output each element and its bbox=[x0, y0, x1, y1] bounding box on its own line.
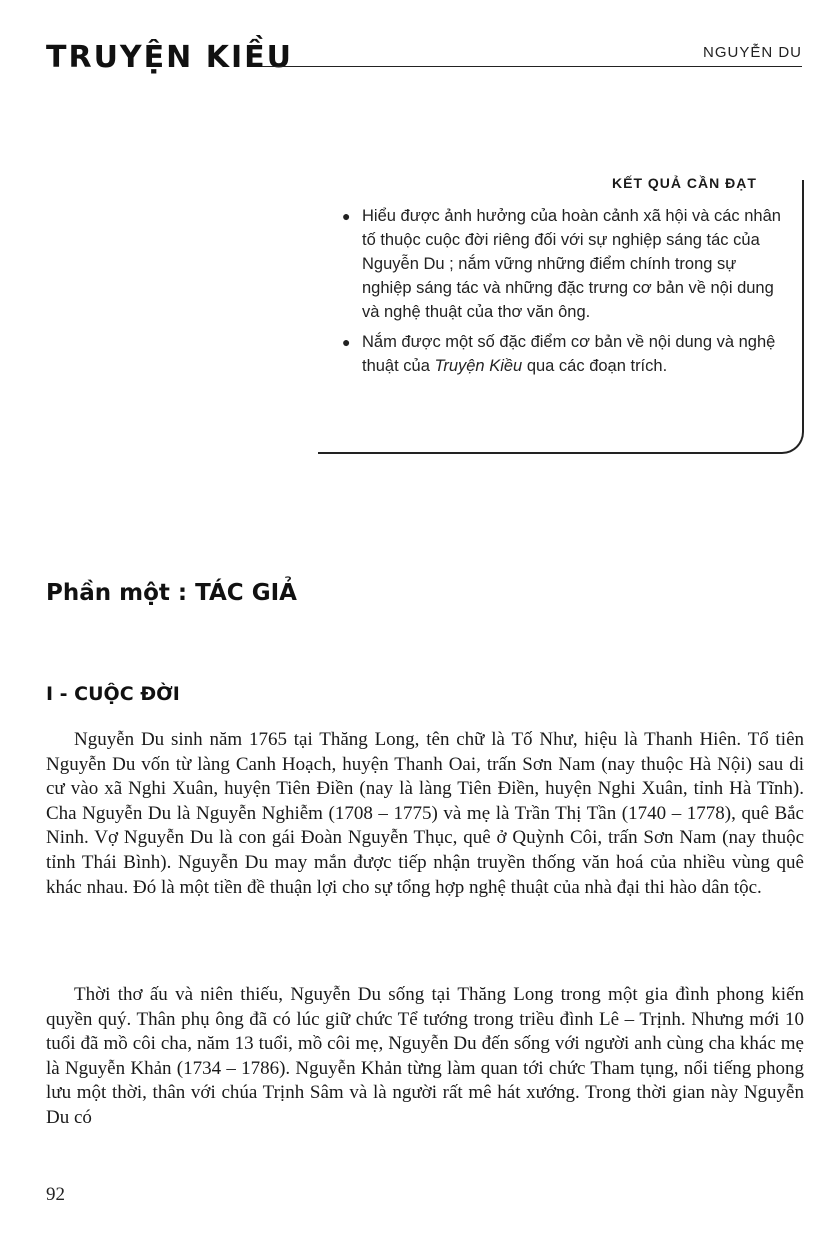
bullet-icon: ● bbox=[342, 334, 351, 350]
goal-text: Hiểu được ảnh hưởng của hoàn cảnh xã hội và các nhân tố thuộc cuộc đời riêng đối với sự nghiệp sáng tác của Nguyễn Du ; nắm vững những điểm chính trong sự nghiệp sáng tác và những đặc trưng cơ bản về nội dung và nghệ thuật của thơ văn ông. bbox=[362, 207, 781, 321]
body-paragraph: Nguyễn Du sinh năm 1765 tại Thăng Long, tên chữ là Tố Như, hiệu là Thanh Hiên. Tổ tiên Nguyễn Du vốn từ làng Canh Hoạch, huyện Thanh Oai, trấn Sơn Nam (nay thuộc Hà Nội) sau di cư vào xã Nghi Xuân, huyện Tiên Điền (nay là làng Tiên Điền, huyện Nghi Xuân, tỉnh Hà Tĩnh). Cha Nguyễn Du là Nguyễn Nghiễm (1708 – 1775) và mẹ là Trần Thị Tần (1740 – 1778), quê Bắc Ninh. Vợ Nguyễn Du là con gái Đoàn Nguyễn Thục, quê ở Quỳnh Côi, trấn Sơn Nam (nay thuộc tỉnh Thái Bình). Nguyễn Du may mắn được tiếp nhận truyền thống văn hoá của nhiều vùng quê khác nhau. Đó là một tiền đề thuận lợi cho sự tổng hợp nghệ thuật của nhà đại thi hào dân tộc. bbox=[46, 729, 804, 898]
bullet-icon: ● bbox=[342, 208, 351, 224]
goal-text-after: qua các đoạn trích. bbox=[522, 357, 668, 375]
goal-text-before: Nắm được một số đặc điểm cơ bản về nội dung và nghệ thuật của bbox=[362, 333, 776, 375]
part-title: Phần một : TÁC GIẢ bbox=[46, 580, 297, 606]
goals-label: KẾT QUẢ CẦN ĐẠT bbox=[612, 175, 761, 191]
header-rule bbox=[262, 66, 802, 67]
goal-text-italic: Truyện Kiều bbox=[434, 357, 523, 375]
goal-item bbox=[340, 330, 788, 378]
section-title: I - CUỘC ĐỜI bbox=[46, 683, 180, 705]
author-name: NGUYỄN DU bbox=[702, 44, 802, 61]
chapter-title: TRUYỆN KIỀU bbox=[46, 40, 293, 75]
goals-list bbox=[340, 204, 788, 384]
body-paragraph: Thời thơ ấu và niên thiếu, Nguyễn Du sống tại Thăng Long trong một gia đình phong kiến quyền quý. Thân phụ ông đã có lúc giữ chức Tể tướng trong triều đình Lê – Trịnh. Nhưng mới 10 tuổi đã mồ côi cha, năm 13 tuổi, mồ côi mẹ, Nguyễn Du đến sống với người anh cùng cha khác mẹ là Nguyễn Khản (1734 – 1786). Nguyễn Khản từng làm quan tới chức Tham tụng, nổi tiếng phong lưu một thời, thân với chúa Trịnh Sâm và là người rất mê hát xướng. Trong thời gian này Nguyễn Du có bbox=[46, 984, 804, 1128]
page-number: 92 bbox=[46, 1184, 65, 1205]
goal-item bbox=[340, 204, 788, 324]
